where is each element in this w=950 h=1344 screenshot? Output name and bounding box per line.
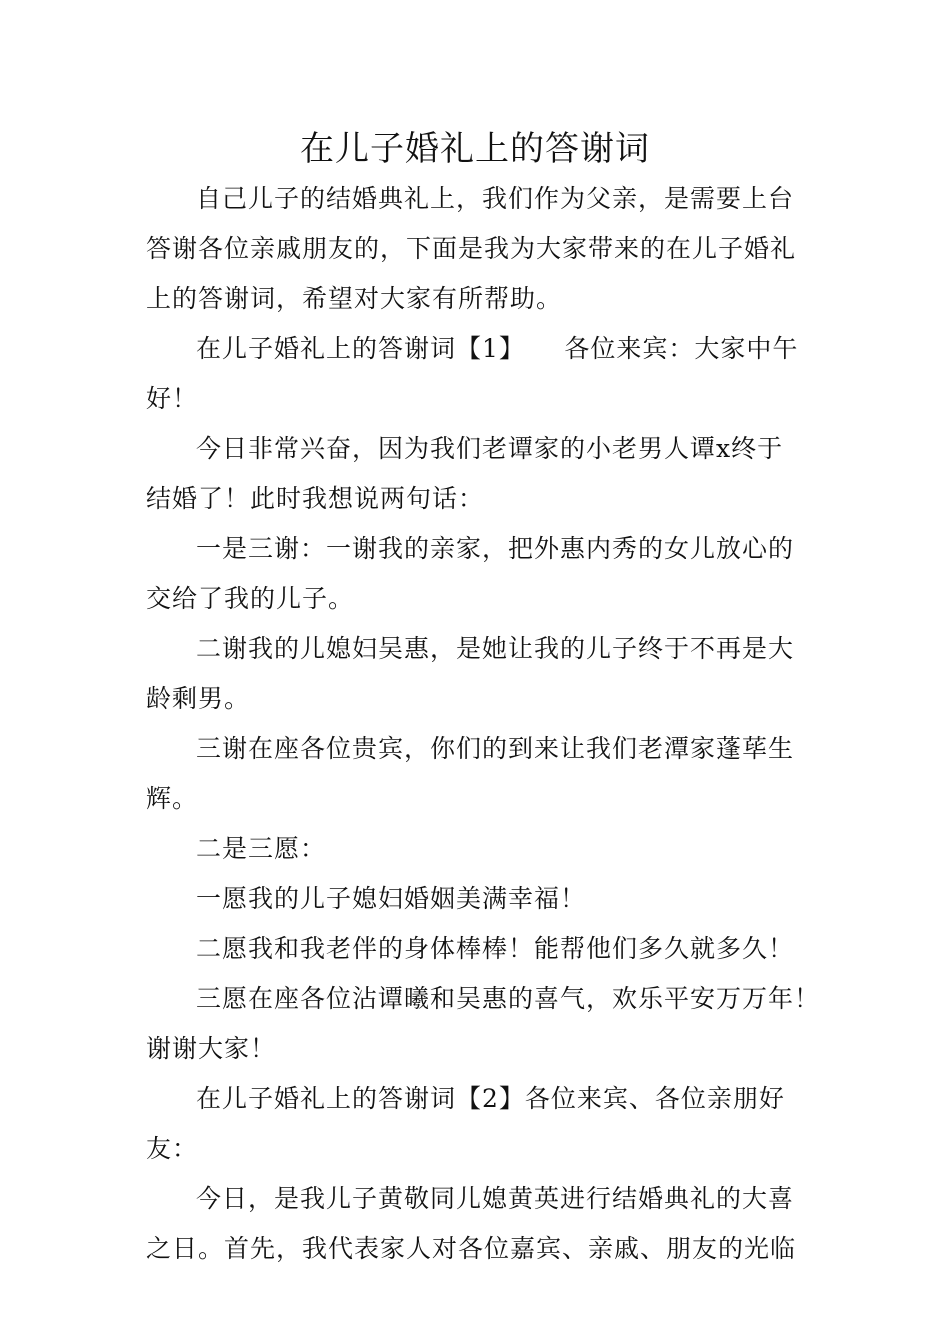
paragraph-section-2-heading: 在儿子婚礼上的答谢词【2】各位来宾、各位亲朋好友： (146, 1084, 785, 1163)
document-title: 在儿子婚礼上的答谢词 (300, 129, 650, 169)
paragraph-intro: 自己儿子的结婚典礼上，我们作为父亲，是需要上台答谢各位亲戚朋友的，下面是我为大家带来的在儿子婚礼上的答谢词，希望对大家有所帮助。 (146, 184, 797, 313)
paragraph: 二谢我的儿媳妇吴惠，是她让我的儿子终于不再是大龄剩男。 (146, 634, 795, 713)
paragraph-section-1-heading: 在儿子婚礼上的答谢词【1】 各位来宾：大家中午好！ (146, 334, 799, 413)
paragraph: 今日非常兴奋，因为我们老谭家的小老男人谭x终于结婚了！此时我想说两句话： (146, 434, 784, 513)
paragraph: 一是三谢：一谢我的亲家，把外惠内秀的女儿放心的交给了我的儿子。 (146, 534, 795, 613)
document-body (146, 174, 821, 1274)
paragraph: 三谢在座各位贵宾，你们的到来让我们老潭家蓬荜生辉。 (146, 734, 795, 813)
paragraph: 三愿在座各位沾谭曦和吴惠的喜气，欢乐平安万万年！谢谢大家！ (146, 984, 821, 1063)
paragraph: 今日，是我儿子黄敬同儿媳黄英进行结婚典礼的大喜之日。首先，我代表家人对各位嘉宾、亲戚、朋友的光临 (146, 1184, 797, 1263)
paragraph: 二愿我和我老伴的身体棒棒！能帮他们多久就多久！ (196, 934, 795, 963)
paragraph: 一愿我的儿子媳妇婚姻美满幸福！ (196, 884, 587, 913)
paragraph: 二是三愿： (196, 834, 327, 863)
